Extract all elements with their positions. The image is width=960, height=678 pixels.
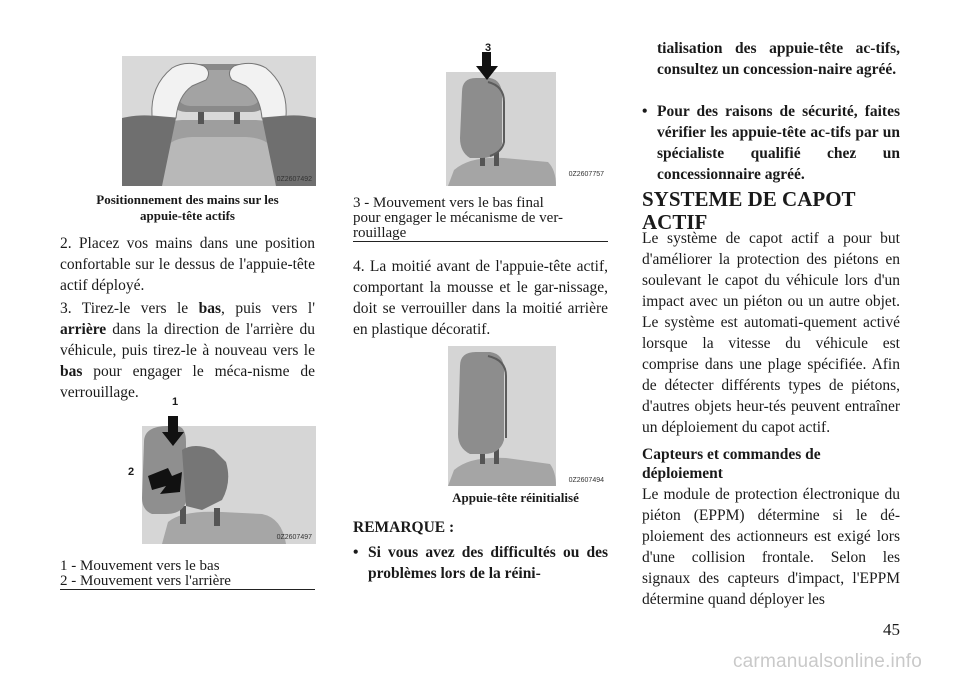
figure-legend: 3 - Mouvement vers le bas final pour engager le mécanisme de ver- rouillage xyxy=(353,196,608,242)
figure-caption: Appuie-tête réinitialisé xyxy=(452,490,579,505)
page-number: 45 xyxy=(883,620,900,639)
headrest-movement-illustration xyxy=(122,402,316,544)
figure-code: 0Z2607497 xyxy=(276,534,312,541)
figure-movement-down-back xyxy=(122,396,316,544)
callout-2: 2 xyxy=(128,466,135,478)
step-4-text: 4. La moitié avant de l'appuie-tête actif, comportant la mousse et le gar-nissage, doit se verrouiller dans la moitié arrière en plastique décoratif. xyxy=(353,258,608,338)
figure-code: 0Z2607494 xyxy=(568,477,604,484)
section-paragraph: Le module de protection électronique du piéton (EPPM) détermine si le dé-ploiement des actionneurs est exigé lors d'une collision frontale. Selon les signaux des capteurs d'impact, l'EPPM détermine quand déployer les xyxy=(642,486,900,608)
bullet-continuation: tialisation des appuie-tête ac-tifs, consultez un concession-naire agréé. xyxy=(657,40,900,78)
figure-final-down-movement xyxy=(418,42,608,186)
callout-1: 1 xyxy=(172,396,179,408)
headrest-hands-illustration xyxy=(122,56,316,186)
headrest-reset-illustration xyxy=(418,346,608,486)
figure-reset-headrest xyxy=(418,346,608,486)
bullet-item: • Si vous avez des difficultés ou des problèmes lors de la réini- xyxy=(353,544,608,582)
figure-code: 0Z2607757 xyxy=(568,171,604,178)
remarque-label: REMARQUE : xyxy=(353,519,455,536)
step-2-text: 2. Placez vos mains dans une position confortable sur le dessus de l'appuie-tête actif déployé. xyxy=(60,235,315,294)
figure-caption: Positionnement des mains sur les appuie-tête actifs xyxy=(96,192,279,223)
section-paragraph: Le système de capot actif a pour but d'améliorer la protection des piétons en soulevant le capot du véhicule lors d'un impact avec un piéton ou un autre objet. Le système est automati-quement activé lorsque la vitesse du véhicule est comprise dans une plage spécifiée. Afin de détecter différents types de piétons, d'autres objets heur-tés peuvent entraîner un déploiement du capot actif. xyxy=(642,230,900,436)
headrest-lock-illustration xyxy=(418,42,608,186)
step-3-text: 3. Tirez-le vers le bas, puis vers l' arrière dans la direction de l'arrière du véhicule, puis tirez-le à nouveau vers le bas pour engager le méca-nisme de verrouillage. xyxy=(60,300,315,401)
figure-code: 0Z2607492 xyxy=(276,176,312,183)
callout-3: 3 xyxy=(485,42,492,54)
subsection-heading: Capteurs et commandes de déploiement xyxy=(642,446,821,482)
watermark: carmanualsonline.info xyxy=(732,651,922,672)
figure-hands-on-headrest xyxy=(122,56,316,186)
figure-legend: 1 - Mouvement vers le bas 2 - Mouvement vers l'arrière xyxy=(60,559,315,590)
section-heading: SYSTEME DE CAPOT ACTIF xyxy=(642,187,856,234)
bullet-item: • Pour des raisons de sécurité, faites vérifier les appuie-tête ac-tifs par un spécialiste qualifié chez un concessionnaire agréé. xyxy=(642,103,900,183)
